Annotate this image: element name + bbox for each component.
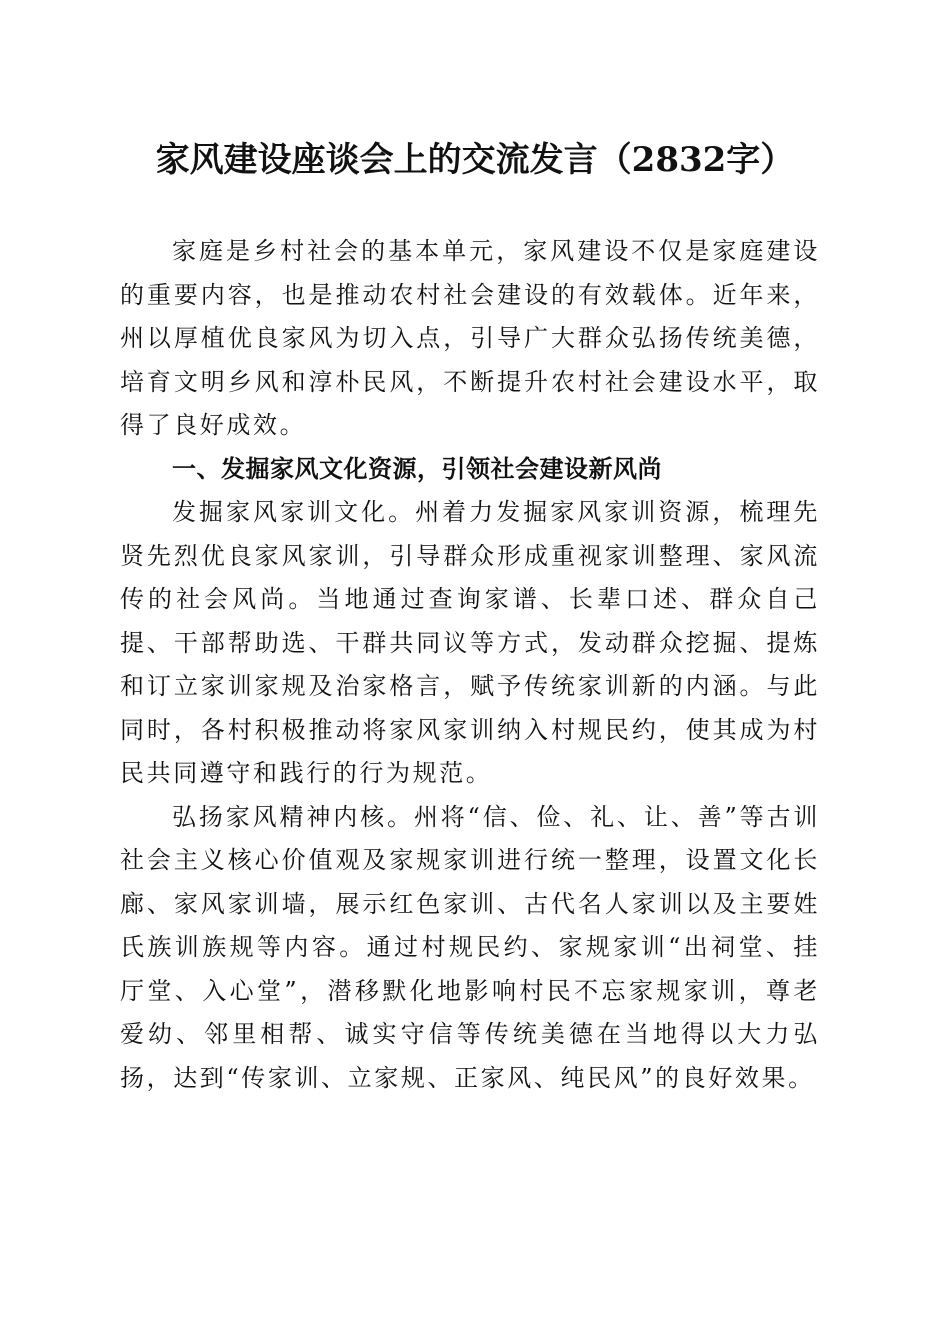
section-1-paragraph-1: 发掘家风家训文化。州着力发掘家风家训资源，梳理先贤先烈优良家风家训，引导群众形成重视家训整理、家风流传的社会风尚。当地通过查询家谱、长辈口述、群众自己提、干部帮助选、干群共同议等方式，发动群众挖掘、提炼和订立家训家规及治家格言，赋予传统家训新的内涵。与此同时，各村积极推动将家风家训纳入村规民约，使其成为村民共同遵守和践行的行为规范。 [120, 498, 820, 787]
section-1-paragraph-2: 弘扬家风精神内核。州将“信、俭、礼、让、善”等古训社会主义核心价值观及家规家训进行统一整理，设置文化长廊、家风家训墙，展示红色家训、古代名人家训以及主要姓氏族训族规等内容。通过村规民约、家规家训“出祠堂、挂厅堂、入心堂”，潜移默化地影响村民不忘家规家训，尊老爱幼、邻里相帮、诚实守信等传统美德在当地得以大力弘扬，达到“传家训、立家规、正家风、纯民风”的良好效果。 [120, 802, 820, 1092]
section-1-heading: 一、发掘家风文化资源，引领社会建设新风尚 [172, 454, 662, 483]
document-body [120, 230, 820, 1100]
intro-paragraph: 家庭是乡村社会的基本单元，家风建设不仅是家庭建设的重要内容，也是推动农村社会建设的有效载体。近年来，州以厚植优良家风为切入点，引导广大群众弘扬传统美德，培育文明乡风和淳朴民风，不断提升农村社会建设水平，取得了良好成效。 [120, 237, 820, 439]
document-title: 家风建设座谈会上的交流发言（2832字） [155, 140, 795, 180]
